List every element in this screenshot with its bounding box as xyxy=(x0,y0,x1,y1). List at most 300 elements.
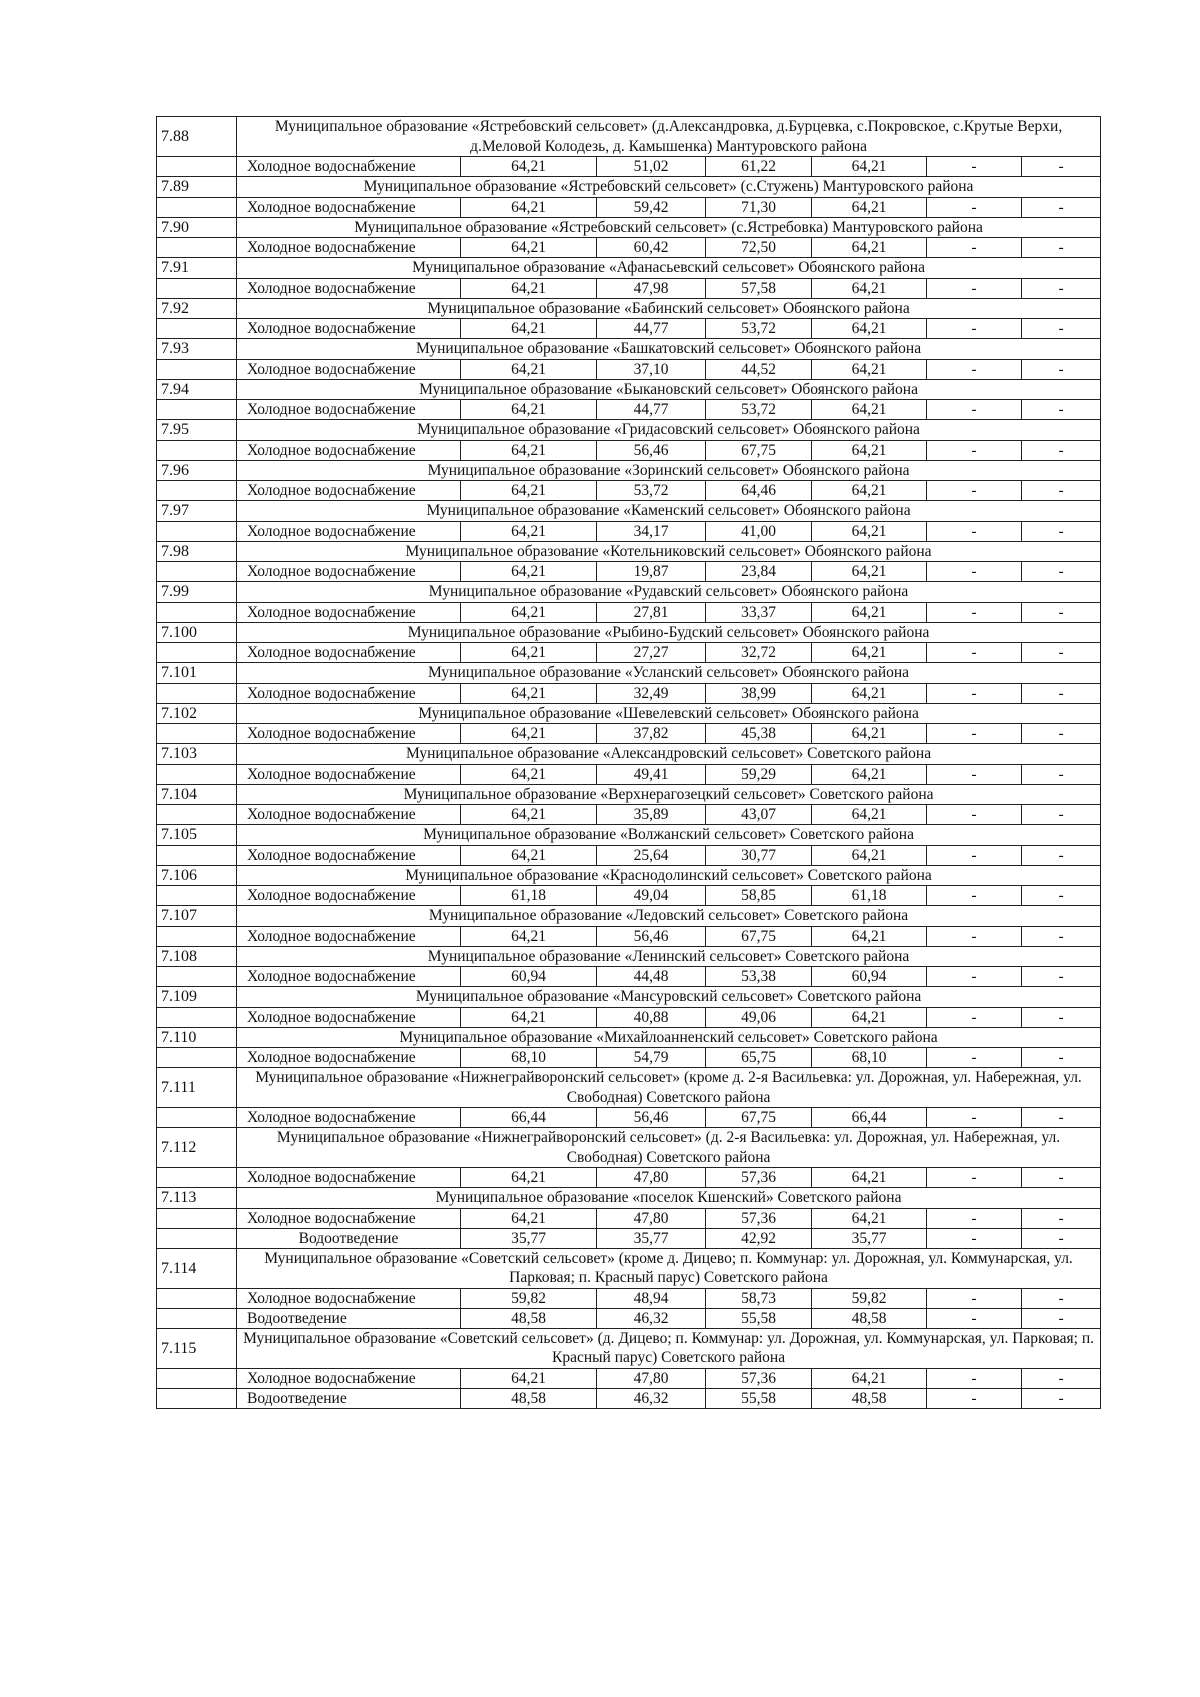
tariff-value: 64,21 xyxy=(812,481,927,501)
table-row xyxy=(157,926,1101,946)
dash-cell: - xyxy=(927,1388,1022,1408)
empty-number-cell xyxy=(157,1388,237,1408)
dash-cell: - xyxy=(1022,926,1101,946)
dash-cell: - xyxy=(927,440,1022,460)
table-row xyxy=(157,886,1101,906)
tariff-value: 64,21 xyxy=(812,845,927,865)
tariff-value: 61,18 xyxy=(461,886,597,906)
dash-cell: - xyxy=(927,1208,1022,1228)
tariff-value: 64,21 xyxy=(812,1368,927,1388)
tariff-value: 30,77 xyxy=(706,845,812,865)
tariff-value: 68,10 xyxy=(812,1048,927,1068)
empty-number-cell xyxy=(157,197,237,217)
section-title: Муниципальное образование «Афанасьевский сельсовет» Обоянского района xyxy=(237,258,1101,279)
empty-number-cell xyxy=(157,521,237,541)
dash-cell: - xyxy=(1022,1048,1101,1068)
tariff-value: 64,21 xyxy=(461,481,597,501)
section-number: 7.106 xyxy=(157,865,237,886)
dash-cell: - xyxy=(927,683,1022,703)
dash-cell: - xyxy=(1022,400,1101,420)
section-title: Муниципальное образование «поселок Кшенский» Советского района xyxy=(237,1188,1101,1209)
tariff-value: 53,38 xyxy=(706,967,812,987)
tariff-value: 57,36 xyxy=(706,1168,812,1188)
tariff-value: 64,21 xyxy=(461,805,597,825)
dash-cell: - xyxy=(927,845,1022,865)
section-title: Муниципальное образование «Михайлоанненский сельсовет» Советского района xyxy=(237,1027,1101,1048)
section-header-row xyxy=(157,379,1101,400)
tariff-value: 41,00 xyxy=(706,521,812,541)
empty-number-cell xyxy=(157,1168,237,1188)
tariff-value: 64,21 xyxy=(812,359,927,379)
section-header-row xyxy=(157,541,1101,562)
section-header-row xyxy=(157,744,1101,765)
tariff-value: 27,81 xyxy=(597,602,706,622)
tariff-value: 64,21 xyxy=(812,238,927,258)
section-header-row xyxy=(157,177,1101,198)
section-number: 7.102 xyxy=(157,703,237,724)
tariff-value: 59,82 xyxy=(461,1288,597,1308)
service-name: Холодное водоснабжение xyxy=(237,967,461,987)
service-name: Холодное водоснабжение xyxy=(237,197,461,217)
service-name: Холодное водоснабжение xyxy=(237,319,461,339)
dash-cell: - xyxy=(1022,440,1101,460)
section-header-row xyxy=(157,1128,1101,1168)
section-title: Муниципальное образование «Ястребовский сельсовет» (с.Стужень) Мантуровского района xyxy=(237,177,1101,198)
tariff-value: 64,21 xyxy=(812,805,927,825)
tariff-value: 49,04 xyxy=(597,886,706,906)
service-name: Холодное водоснабжение xyxy=(237,1048,461,1068)
tariff-value: 57,36 xyxy=(706,1368,812,1388)
dash-cell: - xyxy=(1022,319,1101,339)
section-header-row xyxy=(157,1027,1101,1048)
empty-number-cell xyxy=(157,481,237,501)
tariff-value: 56,46 xyxy=(597,926,706,946)
dash-cell: - xyxy=(927,1228,1022,1248)
table-row xyxy=(157,1208,1101,1228)
tariff-value: 64,21 xyxy=(461,400,597,420)
tariff-value: 64,21 xyxy=(812,1168,927,1188)
tariff-value: 54,79 xyxy=(597,1048,706,1068)
tariff-value: 43,07 xyxy=(706,805,812,825)
empty-number-cell xyxy=(157,1308,237,1328)
dash-cell: - xyxy=(1022,805,1101,825)
table-row xyxy=(157,562,1101,582)
tariff-value: 44,48 xyxy=(597,967,706,987)
section-header-row xyxy=(157,784,1101,805)
tariff-value: 64,21 xyxy=(812,440,927,460)
section-title: Муниципальное образование «Ястребовский сельсовет» (с.Ястребовка) Мантуровского района xyxy=(237,217,1101,238)
table-row xyxy=(157,1288,1101,1308)
section-title: Муниципальное образование «Нижнеграйворонский сельсовет» (кроме д. 2-я Васильевка: ул. Дорожная, ул. Набережная, ул. Свободная) Советского района xyxy=(237,1068,1101,1108)
tariff-value: 48,58 xyxy=(461,1308,597,1328)
dash-cell: - xyxy=(927,1048,1022,1068)
tariff-value: 64,21 xyxy=(812,683,927,703)
section-title: Муниципальное образование «Башкатовский сельсовет» Обоянского района xyxy=(237,339,1101,360)
service-name: Холодное водоснабжение xyxy=(237,926,461,946)
tariff-value: 56,46 xyxy=(597,1108,706,1128)
section-number: 7.100 xyxy=(157,622,237,643)
tariff-value: 51,02 xyxy=(597,157,706,177)
section-header-row xyxy=(157,582,1101,603)
tariff-value: 19,87 xyxy=(597,562,706,582)
empty-number-cell xyxy=(157,764,237,784)
tariff-value: 48,58 xyxy=(812,1388,927,1408)
tariff-value: 66,44 xyxy=(461,1108,597,1128)
service-name: Холодное водоснабжение xyxy=(237,238,461,258)
tariff-value: 61,18 xyxy=(812,886,927,906)
tariff-value: 47,80 xyxy=(597,1208,706,1228)
section-title: Муниципальное образование «Рудавский сельсовет» Обоянского района xyxy=(237,582,1101,603)
tariff-value: 35,89 xyxy=(597,805,706,825)
section-title: Муниципальное образование «Усланский сельсовет» Обоянского района xyxy=(237,663,1101,684)
table-row xyxy=(157,1168,1101,1188)
tariff-value: 59,42 xyxy=(597,197,706,217)
section-header-row xyxy=(157,825,1101,846)
dash-cell: - xyxy=(1022,724,1101,744)
dash-cell: - xyxy=(1022,643,1101,663)
tariff-value: 64,21 xyxy=(812,724,927,744)
section-title: Муниципальное образование «Волжанский сельсовет» Советского района xyxy=(237,825,1101,846)
tariff-value: 64,21 xyxy=(461,1368,597,1388)
tariff-value: 61,22 xyxy=(706,157,812,177)
tariff-value: 35,77 xyxy=(812,1228,927,1248)
table-row xyxy=(157,1228,1101,1248)
tariff-value: 64,21 xyxy=(461,1168,597,1188)
section-number: 7.109 xyxy=(157,987,237,1008)
dash-cell: - xyxy=(1022,521,1101,541)
section-number: 7.104 xyxy=(157,784,237,805)
service-name: Холодное водоснабжение xyxy=(237,724,461,744)
empty-number-cell xyxy=(157,562,237,582)
section-number: 7.90 xyxy=(157,217,237,238)
service-name: Холодное водоснабжение xyxy=(237,643,461,663)
dash-cell: - xyxy=(1022,197,1101,217)
dash-cell: - xyxy=(1022,238,1101,258)
tariff-value: 64,21 xyxy=(461,319,597,339)
tariff-value: 64,21 xyxy=(461,197,597,217)
service-name: Холодное водоснабжение xyxy=(237,1108,461,1128)
tariff-value: 23,84 xyxy=(706,562,812,582)
empty-number-cell xyxy=(157,724,237,744)
service-name: Холодное водоснабжение xyxy=(237,764,461,784)
tariff-value: 46,32 xyxy=(597,1388,706,1408)
tariff-value: 64,21 xyxy=(812,319,927,339)
table-row xyxy=(157,805,1101,825)
section-number: 7.94 xyxy=(157,379,237,400)
tariff-value: 58,85 xyxy=(706,886,812,906)
section-number: 7.99 xyxy=(157,582,237,603)
section-header-row xyxy=(157,906,1101,927)
table-row xyxy=(157,400,1101,420)
dash-cell: - xyxy=(1022,845,1101,865)
tariff-value: 64,46 xyxy=(706,481,812,501)
tariff-value: 67,75 xyxy=(706,1108,812,1128)
section-header-row xyxy=(157,865,1101,886)
service-name: Водоотведение xyxy=(237,1308,461,1328)
tariff-value: 48,58 xyxy=(812,1308,927,1328)
section-number: 7.98 xyxy=(157,541,237,562)
tariff-value: 57,58 xyxy=(706,278,812,298)
dash-cell: - xyxy=(927,602,1022,622)
dash-cell: - xyxy=(927,805,1022,825)
tariff-value: 66,44 xyxy=(812,1108,927,1128)
section-number: 7.108 xyxy=(157,946,237,967)
tariff-value: 64,21 xyxy=(461,764,597,784)
section-title: Муниципальное образование «Александровский сельсовет» Советского района xyxy=(237,744,1101,765)
empty-number-cell xyxy=(157,967,237,987)
table-body xyxy=(157,117,1101,1409)
table-row xyxy=(157,1368,1101,1388)
tariff-value: 64,21 xyxy=(461,1007,597,1027)
service-name: Холодное водоснабжение xyxy=(237,278,461,298)
section-title: Муниципальное образование «Бабинский сельсовет» Обоянского района xyxy=(237,298,1101,319)
section-number: 7.107 xyxy=(157,906,237,927)
dash-cell: - xyxy=(927,764,1022,784)
empty-number-cell xyxy=(157,440,237,460)
dash-cell: - xyxy=(1022,1368,1101,1388)
table-row xyxy=(157,440,1101,460)
table-row xyxy=(157,359,1101,379)
dash-cell: - xyxy=(927,319,1022,339)
tariff-value: 48,58 xyxy=(461,1388,597,1408)
tariff-value: 48,94 xyxy=(597,1288,706,1308)
table-row xyxy=(157,1048,1101,1068)
dash-cell: - xyxy=(1022,1228,1101,1248)
tariff-value: 65,75 xyxy=(706,1048,812,1068)
empty-number-cell xyxy=(157,400,237,420)
tariff-value: 44,52 xyxy=(706,359,812,379)
tariff-value: 64,21 xyxy=(461,845,597,865)
section-title: Муниципальное образование «Гридасовский сельсовет» Обоянского района xyxy=(237,420,1101,441)
table-row xyxy=(157,521,1101,541)
service-name: Холодное водоснабжение xyxy=(237,157,461,177)
section-number: 7.110 xyxy=(157,1027,237,1048)
tariff-value: 44,77 xyxy=(597,319,706,339)
tariff-value: 67,75 xyxy=(706,440,812,460)
tariff-value: 55,58 xyxy=(706,1388,812,1408)
tariff-value: 64,21 xyxy=(461,643,597,663)
dash-cell: - xyxy=(927,1288,1022,1308)
tariff-value: 64,21 xyxy=(461,359,597,379)
dash-cell: - xyxy=(927,1007,1022,1027)
table-row xyxy=(157,319,1101,339)
empty-number-cell xyxy=(157,805,237,825)
service-name: Водоотведение xyxy=(237,1228,461,1248)
section-header-row xyxy=(157,258,1101,279)
empty-number-cell xyxy=(157,1288,237,1308)
dash-cell: - xyxy=(1022,157,1101,177)
service-name: Холодное водоснабжение xyxy=(237,481,461,501)
empty-number-cell xyxy=(157,1208,237,1228)
service-name: Холодное водоснабжение xyxy=(237,400,461,420)
section-header-row xyxy=(157,1248,1101,1288)
tariff-value: 37,82 xyxy=(597,724,706,744)
tariff-value: 38,99 xyxy=(706,683,812,703)
service-name: Холодное водоснабжение xyxy=(237,602,461,622)
tariff-value: 64,21 xyxy=(812,602,927,622)
section-number: 7.115 xyxy=(157,1328,237,1368)
section-header-row xyxy=(157,946,1101,967)
tariff-value: 68,10 xyxy=(461,1048,597,1068)
service-name: Холодное водоснабжение xyxy=(237,845,461,865)
empty-number-cell xyxy=(157,1368,237,1388)
tariff-value: 64,21 xyxy=(461,602,597,622)
empty-number-cell xyxy=(157,926,237,946)
section-header-row xyxy=(157,987,1101,1008)
tariff-value: 42,92 xyxy=(706,1228,812,1248)
dash-cell: - xyxy=(927,926,1022,946)
tariff-value: 72,50 xyxy=(706,238,812,258)
dash-cell: - xyxy=(1022,1308,1101,1328)
table-row xyxy=(157,602,1101,622)
tariff-value: 60,42 xyxy=(597,238,706,258)
dash-cell: - xyxy=(927,400,1022,420)
tariff-value: 57,36 xyxy=(706,1208,812,1228)
tariff-value: 64,21 xyxy=(812,1208,927,1228)
empty-number-cell xyxy=(157,683,237,703)
tariff-value: 64,21 xyxy=(461,926,597,946)
tariff-value: 32,72 xyxy=(706,643,812,663)
tariff-value: 47,98 xyxy=(597,278,706,298)
empty-number-cell xyxy=(157,1007,237,1027)
table-row xyxy=(157,643,1101,663)
tariff-value: 64,21 xyxy=(812,1007,927,1027)
tariff-value: 64,21 xyxy=(461,724,597,744)
tariff-value: 59,29 xyxy=(706,764,812,784)
section-number: 7.114 xyxy=(157,1248,237,1288)
section-title: Муниципальное образование «Котельниковский сельсовет» Обоянского района xyxy=(237,541,1101,562)
empty-number-cell xyxy=(157,845,237,865)
table-row xyxy=(157,724,1101,744)
section-header-row xyxy=(157,1328,1101,1368)
section-title: Муниципальное образование «Быкановский сельсовет» Обоянского района xyxy=(237,379,1101,400)
section-title: Муниципальное образование «Краснодолинский сельсовет» Советского района xyxy=(237,865,1101,886)
section-title: Муниципальное образование «Рыбино-Будский сельсовет» Обоянского района xyxy=(237,622,1101,643)
table-row xyxy=(157,481,1101,501)
empty-number-cell xyxy=(157,359,237,379)
section-number: 7.112 xyxy=(157,1128,237,1168)
empty-number-cell xyxy=(157,1108,237,1128)
service-name: Холодное водоснабжение xyxy=(237,1168,461,1188)
tariff-value: 64,21 xyxy=(812,197,927,217)
tariff-value: 40,88 xyxy=(597,1007,706,1027)
section-header-row xyxy=(157,1068,1101,1108)
tariff-value: 64,21 xyxy=(461,440,597,460)
dash-cell: - xyxy=(1022,1007,1101,1027)
tariff-value: 64,21 xyxy=(812,521,927,541)
dash-cell: - xyxy=(1022,278,1101,298)
dash-cell: - xyxy=(927,562,1022,582)
dash-cell: - xyxy=(1022,1168,1101,1188)
service-name: Холодное водоснабжение xyxy=(237,440,461,460)
dash-cell: - xyxy=(927,1108,1022,1128)
section-header-row xyxy=(157,217,1101,238)
tariff-table xyxy=(156,116,1101,1409)
dash-cell: - xyxy=(927,967,1022,987)
dash-cell: - xyxy=(1022,683,1101,703)
dash-cell: - xyxy=(1022,481,1101,501)
table-row xyxy=(157,238,1101,258)
tariff-value: 46,32 xyxy=(597,1308,706,1328)
table-row xyxy=(157,845,1101,865)
section-number: 7.96 xyxy=(157,460,237,481)
dash-cell: - xyxy=(1022,1388,1101,1408)
dash-cell: - xyxy=(1022,602,1101,622)
section-number: 7.89 xyxy=(157,177,237,198)
tariff-value: 49,41 xyxy=(597,764,706,784)
tariff-value: 27,27 xyxy=(597,643,706,663)
section-title: Муниципальное образование «Ледовский сельсовет» Советского района xyxy=(237,906,1101,927)
service-name: Холодное водоснабжение xyxy=(237,359,461,379)
tariff-value: 60,94 xyxy=(812,967,927,987)
section-header-row xyxy=(157,298,1101,319)
empty-number-cell xyxy=(157,278,237,298)
tariff-value: 64,21 xyxy=(461,238,597,258)
service-name: Холодное водоснабжение xyxy=(237,1288,461,1308)
section-title: Муниципальное образование «Советский сельсовет» (кроме д. Дицево; п. Коммунар: ул. Дорожная, ул. Коммунарская, ул. Парковая; п. Красный парус) Советского района xyxy=(237,1248,1101,1288)
dash-cell: - xyxy=(927,643,1022,663)
empty-number-cell xyxy=(157,1228,237,1248)
section-title: Муниципальное образование «Верхнерагозецкий сельсовет» Советского района xyxy=(237,784,1101,805)
empty-number-cell xyxy=(157,157,237,177)
tariff-value: 64,21 xyxy=(812,278,927,298)
tariff-value: 64,21 xyxy=(812,764,927,784)
table-row xyxy=(157,764,1101,784)
empty-number-cell xyxy=(157,319,237,339)
table-row xyxy=(157,157,1101,177)
dash-cell: - xyxy=(927,1368,1022,1388)
tariff-value: 47,80 xyxy=(597,1368,706,1388)
section-title: Муниципальное образование «Каменский сельсовет» Обоянского района xyxy=(237,501,1101,522)
dash-cell: - xyxy=(927,886,1022,906)
empty-number-cell xyxy=(157,602,237,622)
tariff-value: 58,73 xyxy=(706,1288,812,1308)
tariff-value: 33,37 xyxy=(706,602,812,622)
tariff-value: 56,46 xyxy=(597,440,706,460)
dash-cell: - xyxy=(927,481,1022,501)
tariff-value: 64,21 xyxy=(812,643,927,663)
tariff-value: 64,21 xyxy=(461,278,597,298)
tariff-value: 64,21 xyxy=(461,683,597,703)
table-row xyxy=(157,1308,1101,1328)
dash-cell: - xyxy=(927,238,1022,258)
section-header-row xyxy=(157,501,1101,522)
service-name: Холодное водоснабжение xyxy=(237,1007,461,1027)
section-number: 7.95 xyxy=(157,420,237,441)
section-title: Муниципальное образование «Советский сельсовет» (д. Дицево; п. Коммунар: ул. Дорожная, ул. Коммунарская, ул. Парковая; п. Красный парус) Советского района xyxy=(237,1328,1101,1368)
empty-number-cell xyxy=(157,643,237,663)
section-number: 7.92 xyxy=(157,298,237,319)
tariff-value: 64,21 xyxy=(812,562,927,582)
section-title: Муниципальное образование «Шевелевский сельсовет» Обоянского района xyxy=(237,703,1101,724)
table-row xyxy=(157,278,1101,298)
section-number: 7.97 xyxy=(157,501,237,522)
table-row xyxy=(157,683,1101,703)
dash-cell: - xyxy=(927,157,1022,177)
section-header-row xyxy=(157,339,1101,360)
section-header-row xyxy=(157,117,1101,157)
tariff-value: 64,21 xyxy=(461,521,597,541)
dash-cell: - xyxy=(927,724,1022,744)
empty-number-cell xyxy=(157,1048,237,1068)
table-row xyxy=(157,1108,1101,1128)
tariff-value: 64,21 xyxy=(812,926,927,946)
tariff-value: 53,72 xyxy=(706,319,812,339)
section-title: Муниципальное образование «Нижнеграйворонский сельсовет» (д. 2-я Васильевка: ул. Дорожная, ул. Набережная, ул. Свободная) Советского района xyxy=(237,1128,1101,1168)
dash-cell: - xyxy=(1022,359,1101,379)
dash-cell: - xyxy=(927,1308,1022,1328)
section-header-row xyxy=(157,420,1101,441)
